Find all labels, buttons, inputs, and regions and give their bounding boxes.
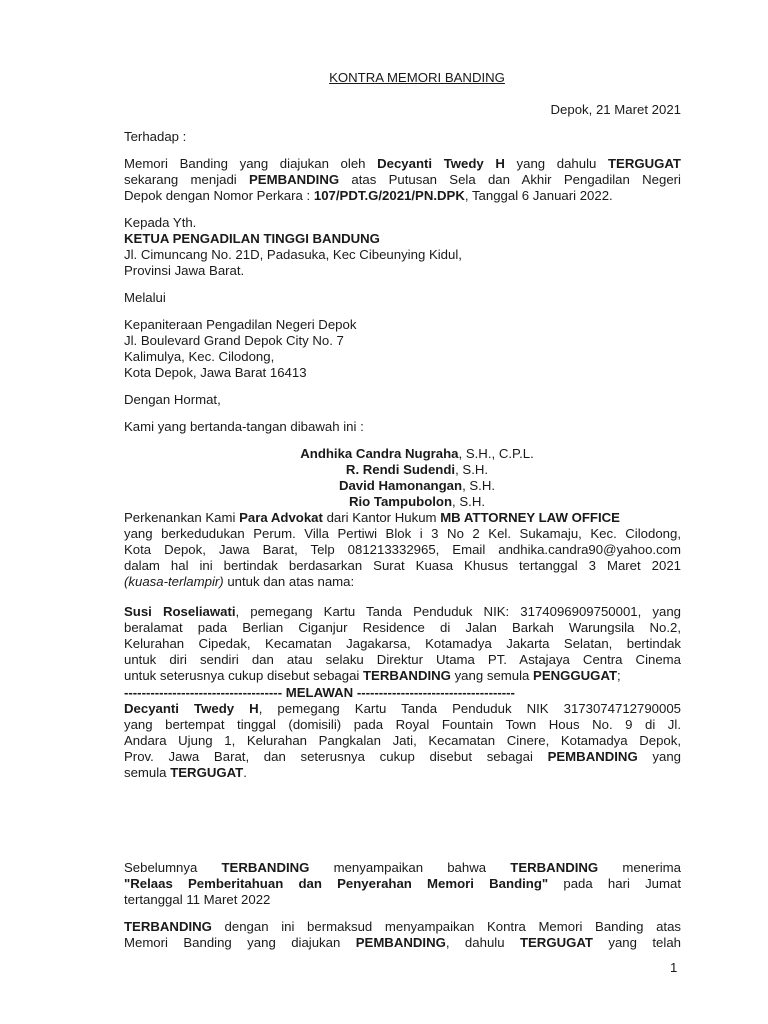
lawyer-3: David Hamonangan, S.H. [338, 478, 496, 493]
p5-line-1: Sebelumnya TERBANDING menyampaikan bahwa TERBANDING menerima [124, 860, 681, 875]
terhadap-label: Terhadap : [124, 129, 187, 144]
p2-line-4: dalam hal ini bertindak berdasarkan Surat Kuasa Khusus tertanggal 3 Maret 2021 [124, 558, 681, 573]
melawan-divider: ------------------------------------ MELAWAN ------------------------------------ [124, 685, 515, 700]
p2-line-2: yang berkedudukan Perum. Villa Pertiwi Blok i 3 No 2 Kel. Sukamaju, Kec. Cilodong, [124, 526, 681, 541]
p3-line-5: untuk seterusnya cukup disebut sebagai TERBANDING yang semula PENGGUGAT; [124, 668, 621, 683]
p4-line-1: Decyanti Twedy H, pemegang Kartu Tanda Penduduk NIK 3173074712790005 [124, 701, 681, 716]
melalui-label: Melalui [124, 290, 166, 305]
p4-line-4: Prov. Jawa Barat, dan seterusnya cukup disebut sebagai PEMBANDING yang [124, 749, 681, 764]
p2-line-5: (kuasa-terlampir) untuk dan atas nama: [124, 574, 355, 589]
recipient-title: KETUA PENGADILAN TINGGI BANDUNG [124, 231, 380, 246]
lawyer-1: Andhika Candra Nugraha, S.H., C.P.L. [300, 446, 534, 461]
lawyer-4: Rio Tampubolon, S.H. [348, 494, 486, 509]
p3-line-3: Kelurahan Cipedak, Kecamatan Jagakarsa, Kotamadya Jakarta Selatan, bertindak [124, 636, 681, 651]
p2-line-1: Perkenankan Kami Para Advokat dari Kantor Hukum MB ATTORNEY LAW OFFICE [124, 510, 620, 525]
p4-line-3: Andara Ujung 1, Kelurahan Pangkalan Jati, Kecamatan Cinere, Kotamadya Depok, [124, 733, 681, 748]
p1-line-2: sekarang menjadi PEMBANDING atas Putusan Sela dan Akhir Pengadilan Negeri [124, 172, 681, 187]
place-date: Depok, 21 Maret 2021 [550, 102, 681, 117]
kepaniteraan-line-3: Kalimulya, Kec. Cilodong, [124, 349, 275, 364]
document-title: KONTRA MEMORI BANDING [329, 70, 505, 85]
p4-line-5: semula TERGUGAT. [124, 765, 247, 780]
p2-line-3: Kota Depok, Jawa Barat, Telp 081213332965, Email andhika.candra90@yahoo.com [124, 542, 681, 557]
p6-line-1: TERBANDING dengan ini bermaksud menyampaikan Kontra Memori Banding atas [124, 919, 681, 934]
lawyer-2: R. Rendi Sudendi, S.H. [345, 462, 489, 477]
p3-line-2: beralamat pada Berlian Ciganjur Residence di Jalan Barkah Warungsila No.2, [124, 620, 681, 635]
greeting: Dengan Hormat, [124, 392, 221, 407]
p5-line-3: tertanggal 11 Maret 2022 [124, 892, 271, 907]
kepaniteraan-line-2: Jl. Boulevard Grand Depok City No. 7 [124, 333, 344, 348]
p1-line-1: Memori Banding yang diajukan oleh Decyanti Twedy H yang dahulu TERGUGAT [124, 156, 681, 171]
recipient-address-1: Jl. Cimuncang No. 21D, Padasuka, Kec Cibeunying Kidul, [124, 247, 462, 262]
signatories-intro: Kami yang bertanda-tangan dibawah ini : [124, 419, 364, 434]
kepada-label: Kepada Yth. [124, 215, 197, 230]
p5-line-2: "Relaas Pemberitahuan dan Penyerahan Memori Banding" pada hari Jumat [124, 876, 681, 891]
p3-line-4: untuk diri sendiri dan atau selaku Direktur Utama PT. Astajaya Centra Cinema [124, 652, 681, 667]
page-number: 1 [670, 960, 678, 975]
p6-line-2: Memori Banding yang diajukan PEMBANDING, dahulu TERGUGAT yang telah [124, 935, 681, 950]
kepaniteraan-line-1: Kepaniteraan Pengadilan Negeri Depok [124, 317, 357, 332]
kepaniteraan-line-4: Kota Depok, Jawa Barat 16413 [124, 365, 307, 380]
recipient-address-2: Provinsi Jawa Barat. [124, 263, 245, 278]
p1-line-3: Depok dengan Nomor Perkara : 107/PDT.G/2021/PN.DPK, Tanggal 6 Januari 2022. [124, 188, 613, 203]
p3-line-1: Susi Roseliawati, pemegang Kartu Tanda Penduduk NIK: 3174096909750001, yang [124, 604, 681, 619]
p4-line-2: yang bertempat tinggal (domisili) pada Royal Fountain Town Hous No. 9 di Jl. [124, 717, 681, 732]
